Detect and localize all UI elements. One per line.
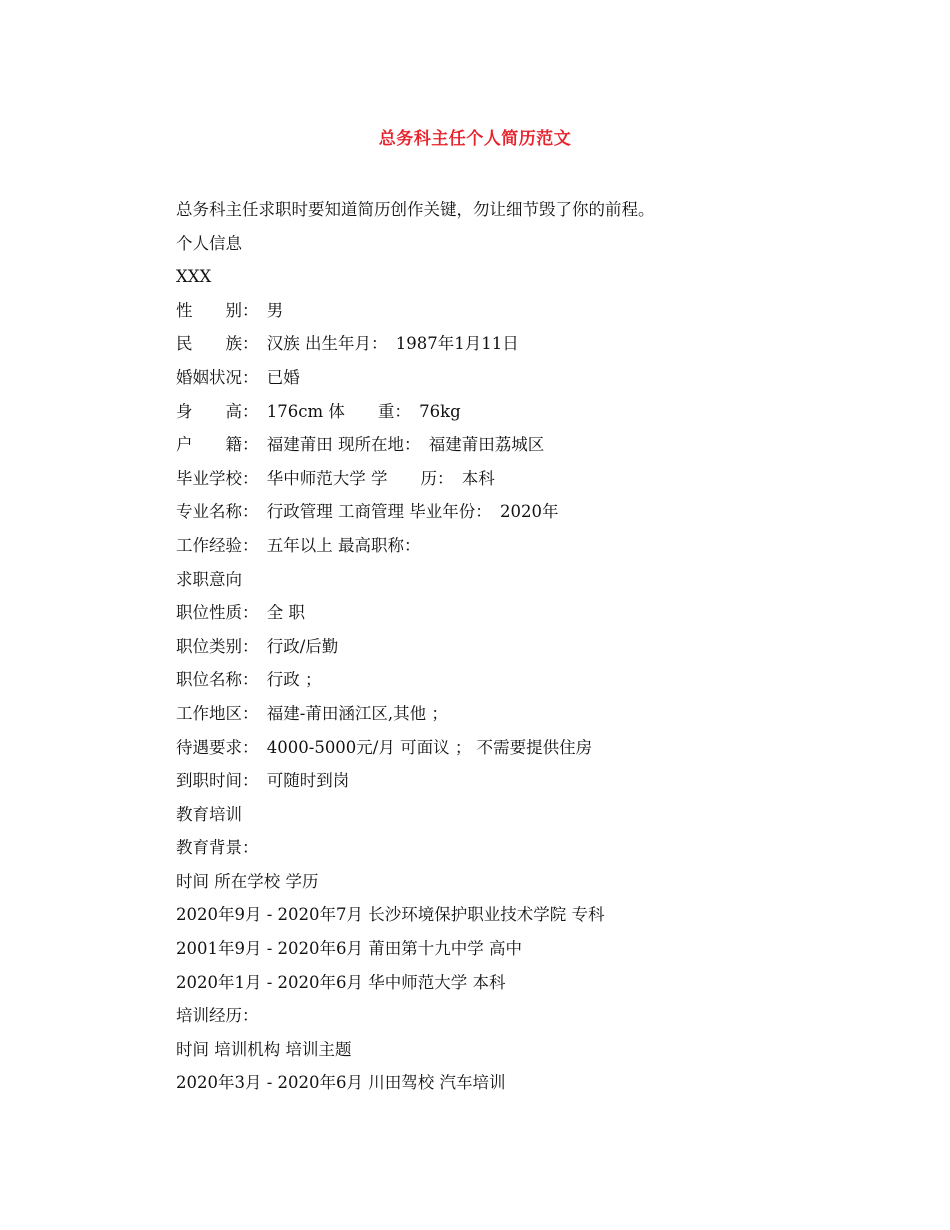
training-row: 2020年3月 - 2020年6月 川田驾校 汽车培训 [176,1073,506,1093]
training-experience-label: 培训经历： [176,1006,259,1026]
height-weight-line: 身 高： 176cm 体 重： 76kg [176,401,461,421]
section-heading-education: 教育培训 [176,804,242,824]
marital-status-line: 婚姻状况： 已婚 [176,367,300,387]
section-heading-personal-info: 个人信息 [176,233,242,253]
experience-title-line: 工作经验： 五年以上 最高职称： [176,535,421,555]
education-row: 2020年1月 - 2020年6月 华中师范大学 本科 [176,972,506,992]
salary-line: 待遇要求： 4000-5000元/月 可面议 ； 不需要提供住房 [176,737,593,757]
residence-line: 户 籍： 福建莆田 现所在地： 福建莆田荔城区 [176,435,545,455]
section-heading-job-intent: 求职意向 [176,569,242,589]
training-table-header: 时间 培训机构 培训主题 [176,1039,352,1059]
education-table-header: 时间 所在学校 学历 [176,871,319,891]
education-row: 2020年9月 - 2020年7月 长沙环境保护职业技术学院 专科 [176,905,605,925]
job-category-line: 职位类别： 行政/后勤 [176,636,339,656]
document-title: 总务科主任个人简历范文 [378,129,572,149]
work-region-line: 工作地区： 福建-莆田涵江区,其他 ； [176,703,448,723]
job-nature-line: 职位性质： 全 职 [176,603,305,623]
gender-line: 性 别： 男 [176,300,284,320]
intro-paragraph: 总务科主任求职时要知道简历创作关键，勿让细节毁了你的前程。 [176,200,655,219]
start-time-line: 到职时间： 可随时到岗 [176,771,350,791]
name-line: XXX [176,267,212,287]
education-row: 2001年9月 - 2020年6月 莆田第十九中学 高中 [176,939,523,959]
school-degree-line: 毕业学校： 华中师范大学 学 历： 本科 [176,468,495,488]
ethnicity-birth-line: 民 族： 汉族 出生年月： 1987年1月11日 [176,334,519,354]
job-title-line: 职位名称： 行政 ； [176,670,322,690]
document-body [176,193,816,1100]
education-background-label: 教育背景： [176,838,259,858]
major-graduation-line: 专业名称： 行政管理 工商管理 毕业年份： 2020年 [176,502,559,522]
